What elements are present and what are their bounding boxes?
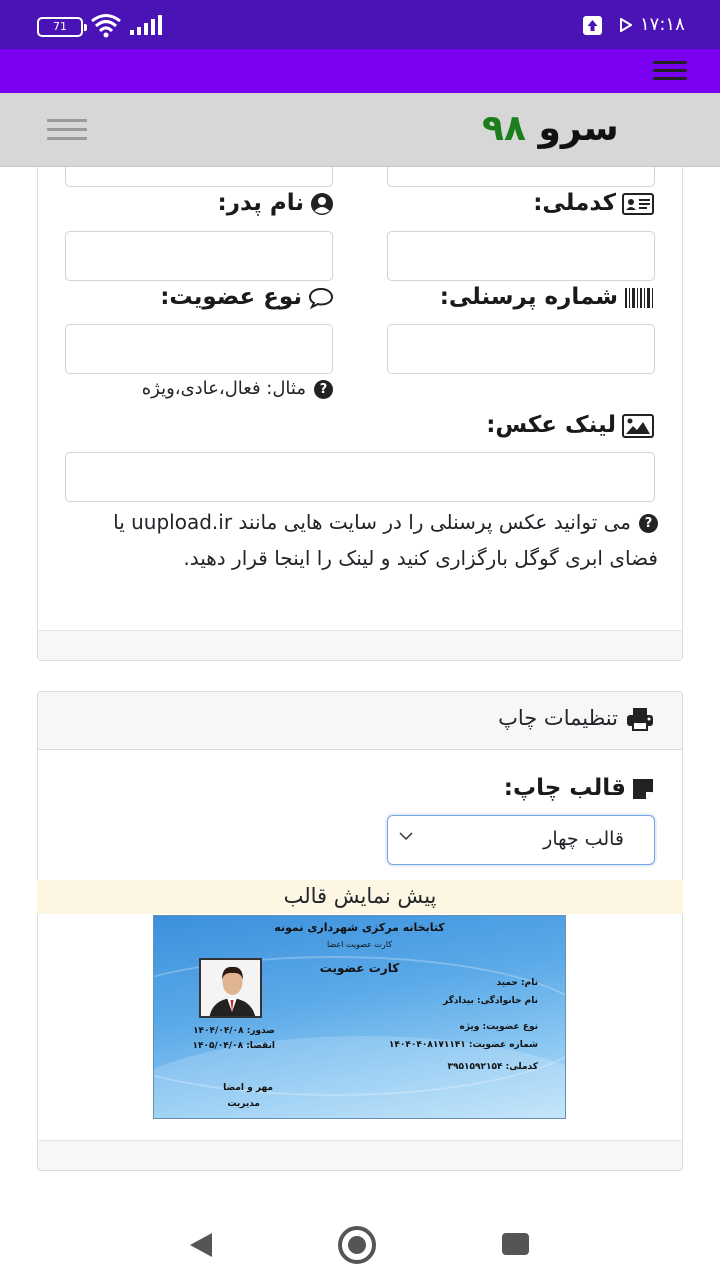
battery-level: 71 (53, 20, 67, 33)
template-preview-bar: پیش نمایش قالب (37, 880, 683, 914)
chevron-down-icon (398, 830, 414, 842)
card-national-code: کدملی: ۳۹۵۱۵۹۲۱۵۴ (447, 1062, 538, 1072)
brand-word: سرو (538, 108, 619, 149)
image-icon (622, 414, 654, 438)
national-code-input[interactable] (387, 231, 655, 281)
note-icon (632, 778, 654, 800)
menu-toggle-icon[interactable] (47, 119, 87, 141)
card-membership-number: شماره عضویت: ۱۴۰۴۰۴۰۸۱۷۱۱۴۱ (388, 1040, 538, 1050)
photo-link-label: لینک عکس: (486, 410, 654, 440)
father-name-label: نام پدر: (218, 188, 335, 218)
template-select[interactable] (387, 815, 655, 865)
card-member-family: نام خانوادگی: بیدادگر (443, 996, 538, 1006)
id-card-icon (622, 193, 654, 215)
site-header (0, 93, 720, 167)
home-icon[interactable] (338, 1226, 376, 1264)
brand-logo[interactable] (482, 109, 619, 149)
recent-apps-icon[interactable] (502, 1233, 529, 1255)
template-select-value: قالب چهار (543, 828, 624, 850)
card-expire-date: انقضا: ۱۴۰۵/۰۴/۰۸ (192, 1041, 275, 1051)
card-member-name: نام: حمید (496, 978, 538, 988)
membership-card-preview (153, 915, 566, 1119)
print-settings-title: تنظیمات چاپ (498, 706, 654, 731)
photo-link-input[interactable] (65, 452, 655, 502)
father-name-input[interactable] (65, 231, 333, 281)
print-settings-header (38, 692, 682, 750)
battery-icon (37, 17, 83, 37)
printer-icon (626, 707, 654, 731)
back-icon[interactable] (188, 1232, 214, 1258)
template-label: قالب چاپ: (504, 773, 654, 803)
card-stamp: مهر و امضا (223, 1083, 273, 1093)
card-manager: مدیریت (227, 1099, 260, 1109)
membership-type-input[interactable] (65, 324, 333, 374)
panel-footer (38, 630, 682, 660)
brand-number: ۹۸ (482, 108, 526, 149)
membership-type-label: نوع عضویت: (160, 282, 334, 312)
panel-footer (38, 1140, 682, 1170)
card-library-name: کتابخانه مرکزی شهرداری نمونه (274, 921, 445, 934)
personnel-number-input[interactable] (387, 324, 655, 374)
status-bar (0, 0, 720, 49)
signal-icon (128, 14, 164, 36)
menu-icon[interactable] (653, 61, 687, 81)
membership-type-help: ?مثال: فعال،عادی،ویژه (142, 377, 333, 401)
national-code-label: کدملی: (533, 188, 654, 218)
clock: ۱۷:۱۸ (640, 14, 685, 35)
question-icon: ? (314, 380, 333, 399)
wifi-icon (90, 12, 122, 38)
card-title: کارت عضویت (319, 961, 400, 975)
top-navbar (0, 49, 720, 93)
photo-link-help: ?می توانید عکس پرسنلی را در سایت هایی مانند uupload.ir یا فضای ابری گوگل بارگزاری کنید و لینک را اینجا قرار دهید. (113, 510, 658, 570)
member-photo (199, 958, 262, 1018)
question-icon: ? (639, 514, 658, 533)
upload-icon (583, 16, 602, 35)
personnel-number-label: شماره پرسنلی: (440, 282, 654, 312)
card-subtitle: کارت عضویت اعضا (326, 940, 393, 949)
card-issue-date: صدور: ۱۴۰۴/۰۴/۰۸ (193, 1026, 275, 1036)
user-circle-icon (310, 192, 334, 216)
system-navigation-bar (0, 1200, 720, 1280)
barcode-icon (624, 287, 654, 309)
card-membership-type: نوع عضویت: ویژه (459, 1022, 538, 1032)
play-icon (620, 18, 632, 32)
comment-icon (308, 287, 334, 309)
